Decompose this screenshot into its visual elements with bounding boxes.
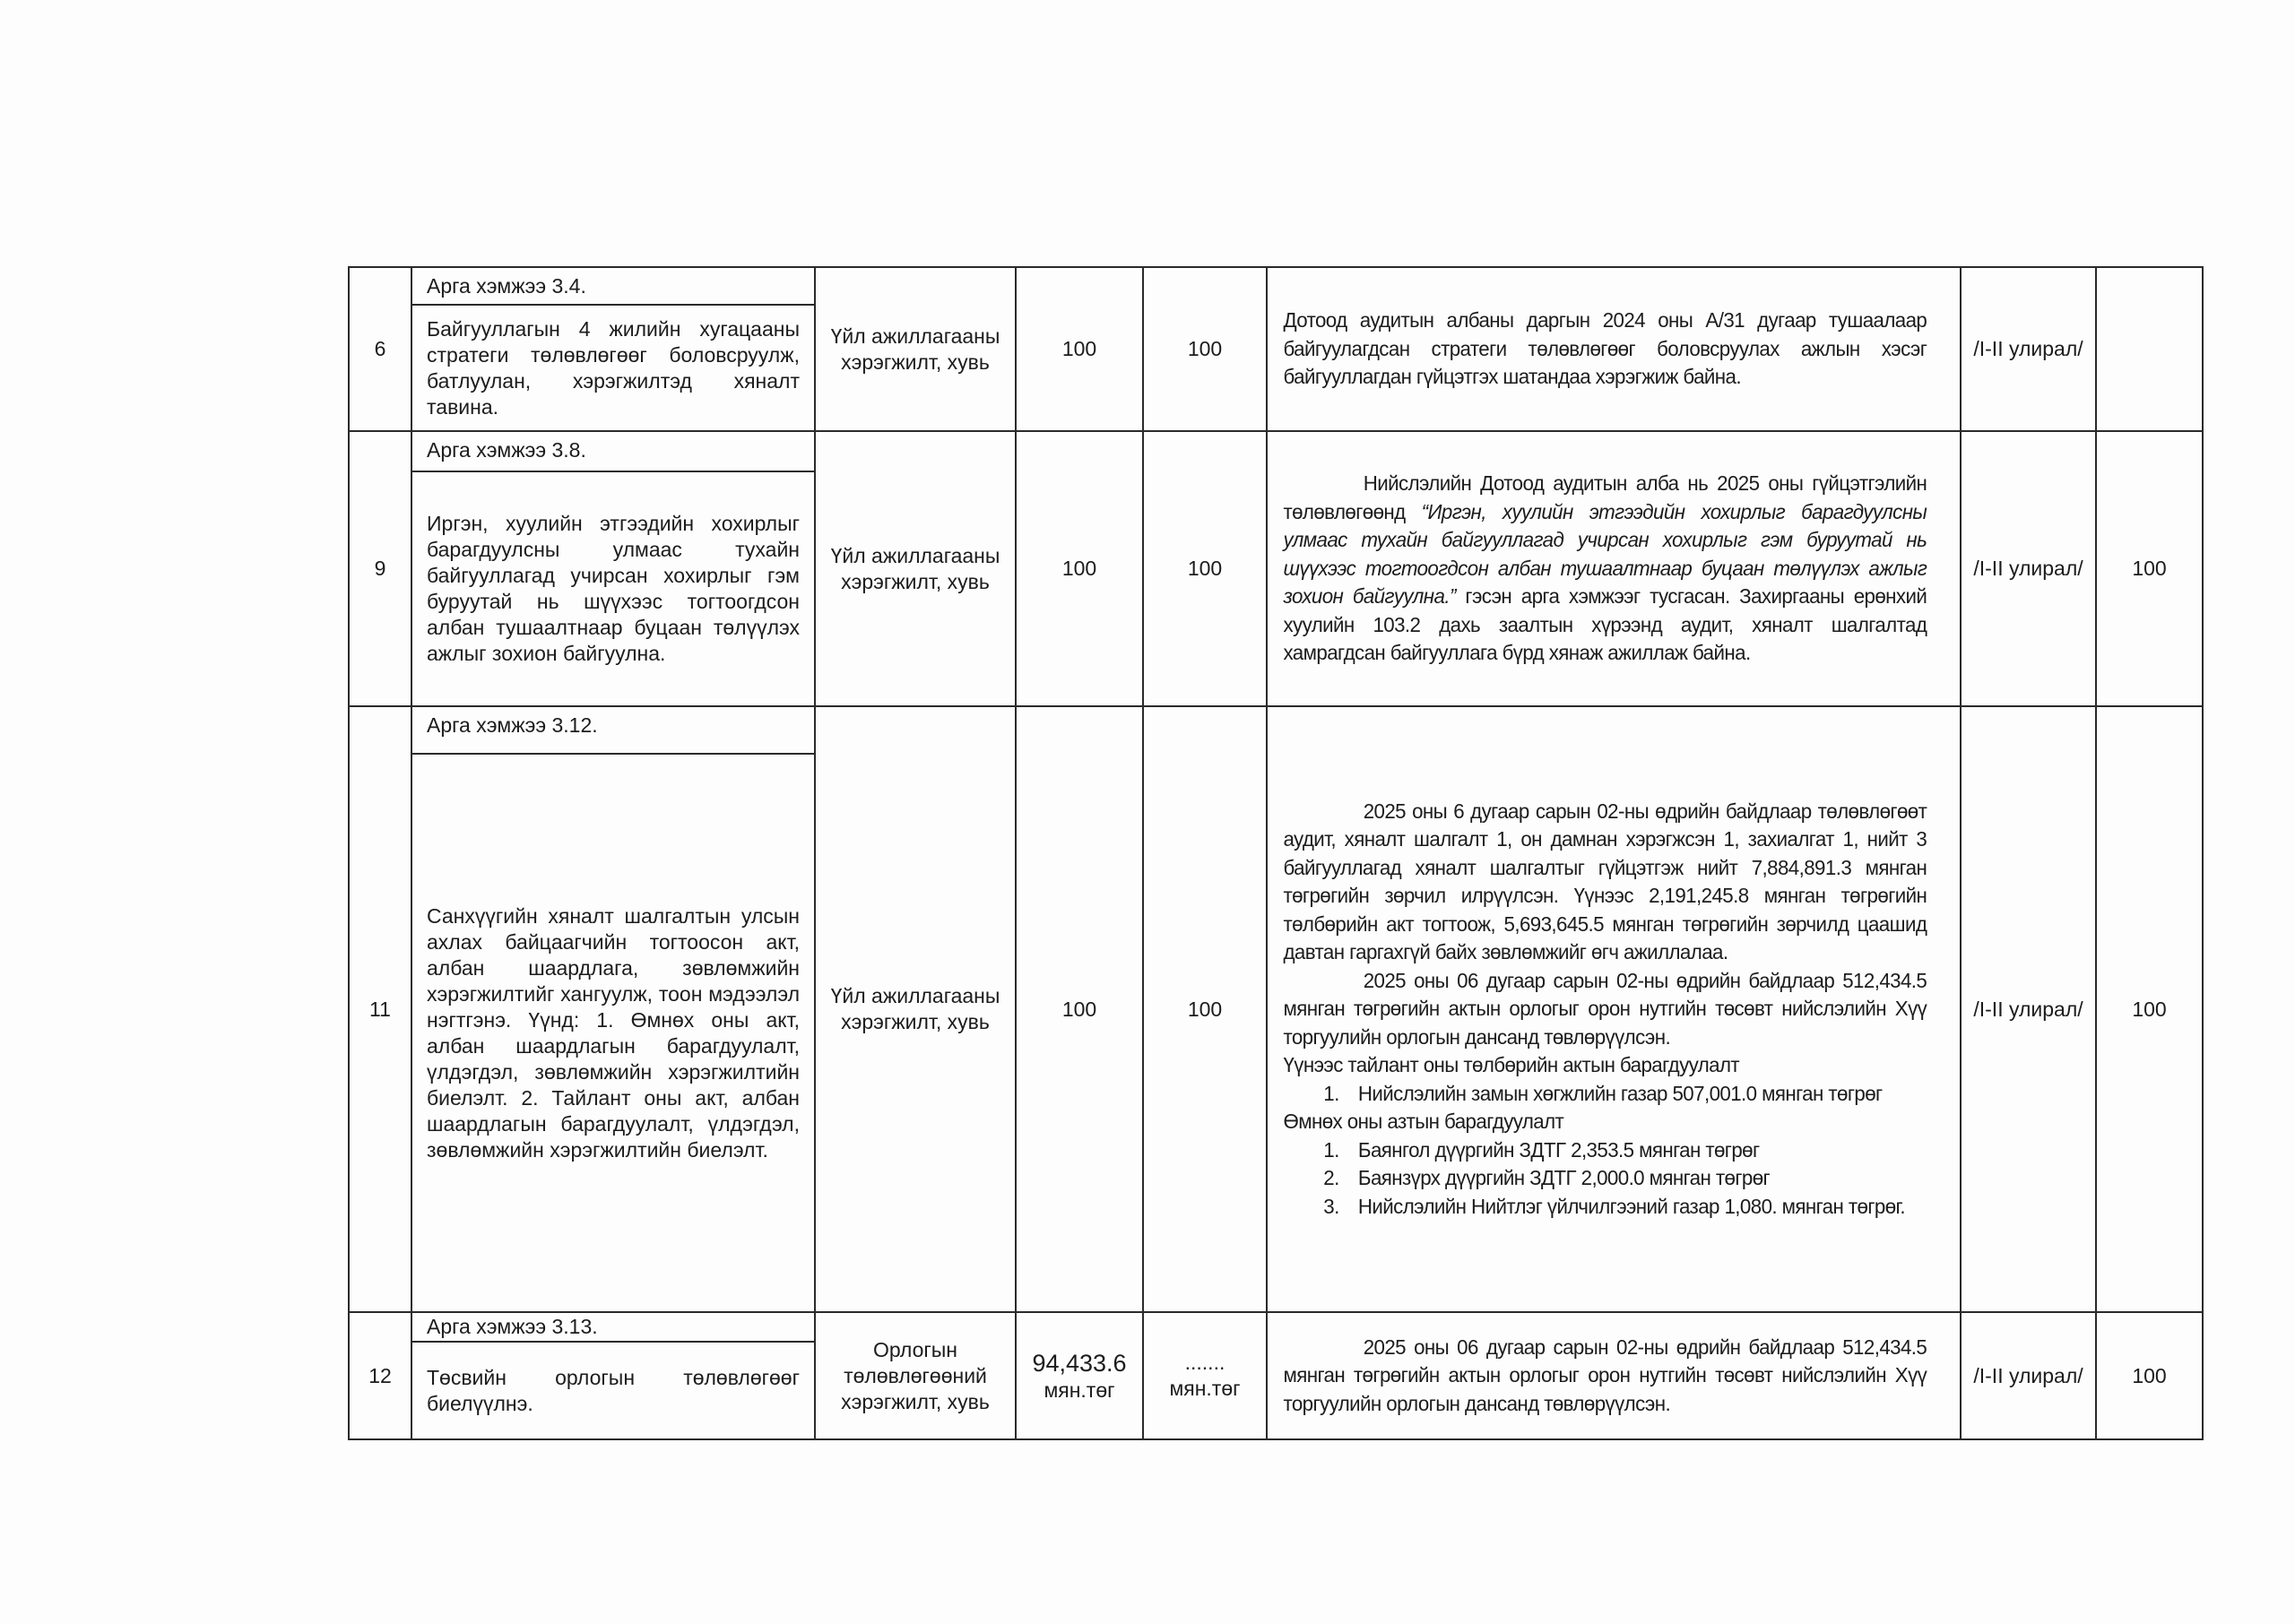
- list-item: 1. Нийслэлийн замын хөгжлийн газар 507,001.0 мянган төгрөг: [1344, 1080, 1927, 1109]
- period: /I-II улирал/: [1961, 431, 2096, 706]
- result-cell: [1267, 431, 1961, 706]
- row-number: 9: [349, 431, 411, 706]
- task-cell: [411, 1312, 815, 1439]
- list-item: 1. Баянгол дүүргийн ЗДТГ 2,353.5 мянган төгрөг: [1344, 1136, 1927, 1165]
- row-number: 6: [349, 267, 411, 431]
- baseline-unit: мян.төг: [1044, 1378, 1115, 1402]
- row-number: 12: [349, 1312, 411, 1439]
- target-value: 100: [1143, 431, 1267, 706]
- period: /I-II улирал/: [1961, 1312, 2096, 1439]
- target-value: .......: [1184, 1351, 1225, 1374]
- period: /I-II улирал/: [1961, 267, 2096, 431]
- baseline-value: 100: [1016, 431, 1143, 706]
- task-cell: [411, 706, 815, 1312]
- result-cell: [1267, 267, 1961, 431]
- action-plan-table: [348, 266, 2204, 1440]
- score: 100: [2096, 706, 2203, 1312]
- task-cell: [411, 267, 815, 431]
- table-row: [349, 431, 2203, 706]
- score: [2096, 267, 2203, 431]
- target-value: 100: [1143, 267, 1267, 431]
- task-description: Санхүүгийн хяналт шалгалтын улсын ахлах байцаагчийн тогтоосон акт, албан шаардлага, зөвлөмжийн хэрэгжилтийг хангуулж, тоон мэдээлэл нэгтгэнэ. Үүнд: 1. Өмнөх оны акт, албан шаардлагын барагдуулалт, үлдэгдэл, зөвлөмжийн хэрэгжилтийн биелэлт. 2. Тайлант оны акт, албан шаардлагын барагдуулалт, үлдэгдэл, зөвлөмжийн хэрэгжилтийн биелэлт.: [427, 903, 800, 1162]
- task-code: Арга хэмжээ 3.4.: [412, 268, 814, 306]
- result-text: Дотоод аудитын албаны даргын 2024 оны А/31 дугаар тушаалаар байгуулагдсан стратеги төлөвлөгөөг боловсруулах ажлын хэсэг байгууллагдан гүйцэтгэх шатандаа хэрэгжиж байна.: [1283, 308, 1927, 389]
- baseline-value: 100: [1016, 267, 1143, 431]
- score: 100: [2096, 431, 2203, 706]
- indicator: Үйл ажиллагааны хэрэгжилт, хувь: [815, 431, 1016, 706]
- table-row: [349, 267, 2203, 431]
- list-item: 3. Нийслэлийн Нийтлэг үйлчилгээний газар 1,080. мянган төгрөг.: [1344, 1193, 1927, 1222]
- list-item: 2. Баянзүрх дүүргийн ЗДТГ 2,000.0 мянган төгрөг: [1344, 1164, 1927, 1193]
- target-value: 100: [1143, 706, 1267, 1312]
- table-row: [349, 1312, 2203, 1439]
- indicator: Үйл ажиллагааны хэрэгжилт, хувь: [815, 706, 1016, 1312]
- indicator: Үйл ажиллагааны хэрэгжилт, хувь: [815, 267, 1016, 431]
- period: /I-II улирал/: [1961, 706, 2096, 1312]
- previous-year-list: [1283, 1136, 1927, 1222]
- baseline-cell: [1016, 1312, 1143, 1439]
- task-description: Иргэн, хуулийн этгээдийн хохирлыг барагдуулсны улмаас тухайн байгууллагад учирсан хохирлыг гэм буруутай нь шүүхээс тогтоогдсон албан тушаалтнаар буцаан төлүүлэх ажлыг зохион байгуулна.: [427, 512, 800, 665]
- result-paragraph: Үүнээс тайлант оны төлбөрийн актын барагдуулалт: [1283, 1053, 1740, 1077]
- row-number: 11: [349, 706, 411, 1312]
- result-text: Нийслэлийн Дотоод аудитын алба нь 2025 оны гүйцэтгэлийн төлөвлөгөөнд “Иргэн, хуулийн этгээдийн хохирлыг барагдуулсны улмаас тухайн байгууллагад учирсан хохирлыг гэм буруутай нь шүүхээс тогтоогдсон албан тушаалтнаар буцаан төлүүлэх ажлыг зохион байгуулна.” гэсэн арга хэмжээг тусгасан. Захиргааны ерөнхий хуулийн 103.2 дахь заалтын хүрээнд аудит, хяналт шалгалтад хамрагдсан байгууллага бүрд хянаж ажиллаж байна.: [1283, 471, 1927, 665]
- task-code: Арга хэмжээ 3.8.: [412, 432, 814, 472]
- quoted-measure: “Иргэн, хуулийн этгээдийн хохирлыг барагдуулсны улмаас тухайн байгууллагад учирсан хохирлыг гэм буруутай нь шүүхээс тогтоогдсон албан тушаалтнаар буцаан төлүүлэх ажлыг зохион байгуулна.”: [1283, 499, 1927, 609]
- result-paragraph: 2025 оны 6 дугаар сарын 02-ны өдрийн байдлаар төлөвлөгөөт аудит, хяналт шалгалт 1, он дамнан хэрэгжсэн 1, захиалгат 1, нийт 3 байгууллагад хяналт шалгалтыг гүйцэтгэж нийт 7,884,891.3 мянган төгрөгийн зөрчил илрүүлсэн. Үүнээс 2,191,245.8 мянган төгрөгийн төлбөрийн акт тогтоож, 5,693,645.5 мянган төгрөгийн зөрчилд цаашид давтан гаргахгүй байх зөвлөмжийг өгч ажиллалаа.: [1283, 799, 1927, 964]
- task-code: Арга хэмжээ 3.13.: [412, 1313, 814, 1343]
- current-year-list: [1283, 1080, 1927, 1109]
- baseline-value: 94,433.6: [1032, 1349, 1127, 1377]
- result-paragraph: Өмнөх оны азтын барагдуулалт: [1283, 1110, 1564, 1134]
- result-text: 2025 оны 06 дугаар сарын 02-ны өдрийн байдлаар 512,434.5 мянган төгрөгийн актын орлогыг орон нутгийн төсөвт нийслэлийн Хүү торгуулийн орлогын дансанд төвлөрүүлсэн.: [1283, 1335, 1927, 1415]
- indicator: Орлогын төлөвлөгөөний хэрэгжилт, хувь: [815, 1312, 1016, 1439]
- result-cell: [1267, 706, 1961, 1312]
- score: 100: [2096, 1312, 2203, 1439]
- target-cell: [1143, 1312, 1267, 1439]
- result-cell: [1267, 1312, 1961, 1439]
- task-description: Байгууллагын 4 жилийн хугацааны стратеги төлөвлөгөөг боловсруулж, батлуулан, хэрэгжилтэд хяналт тавина.: [427, 316, 800, 419]
- task-cell: [411, 431, 815, 706]
- task-code: Арга хэмжээ 3.12.: [412, 707, 814, 755]
- baseline-value: 100: [1016, 706, 1143, 1312]
- result-paragraph: 2025 оны 06 дугаар сарын 02-ны өдрийн байдлаар 512,434.5 мянган төгрөгийн актын орлогыг орон нутгийн төсөвт нийслэлийн Хүү торгуулийн орлогын дансанд төвлөрүүлсэн.: [1283, 968, 1927, 1049]
- table-row: [349, 706, 2203, 1312]
- task-description: Төсвийн орлогын төлөвлөгөөг биелүүлнэ.: [427, 1365, 800, 1415]
- target-unit: мян.төг: [1169, 1377, 1241, 1400]
